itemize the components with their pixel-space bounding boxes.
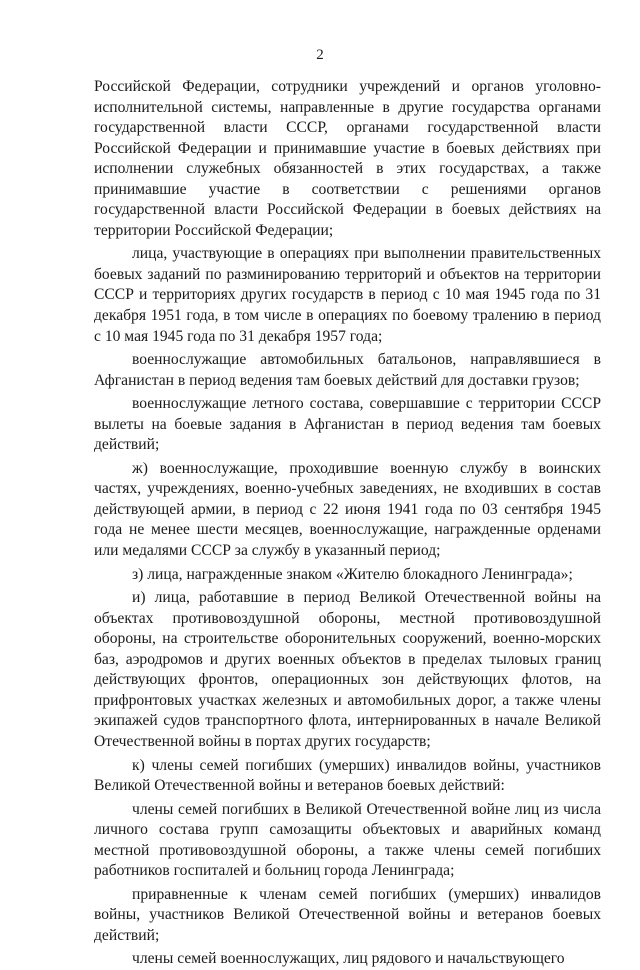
- paragraph-item-zh: ж) военнослужащие, проходившие военную службу в воинских частях, учреждениях, военно-учебных заведениях, не входивших в состав действующей армии, в период с 22 июня 1941 года по 03 сентября 1945 года не менее шести месяцев, военнослужащие, награжденные орденами или медалями СССР за службу в указанный период;: [94, 459, 601, 560]
- paragraph-flight-crew: военнослужащие летного состава, совершавшие с территории СССР вылеты на боевые задания в Афганистан в период ведения там боевых действий;: [94, 395, 601, 454]
- page-number: 2: [316, 47, 324, 63]
- paragraph-equated-families: приравненные к членам семей погибших (умерших) инвалидов войны, участников Великой Отечественной войны и ветеранов боевых действий;: [94, 885, 601, 944]
- paragraph-demining: лица, участвующие в операциях при выполнении правительственных боевых заданий по разминированию территорий и объектов на территории СССР и территориях других государств в период с 10 мая 1945 года по 31 декабря 1951 года, в том числе в операциях по боевому тралению в период с 10 мая 1945 года по 31 декабря 1957 года;: [94, 245, 601, 345]
- paragraph-auto-battalions: военнослужащие автомобильных батальонов, направлявшиеся в Афганистан в период ведения там боевых действий для доставки грузов;: [94, 351, 601, 389]
- paragraph-military-families: члены семей военнослужащих, лиц рядового и начальствующего: [132, 950, 565, 968]
- paragraph-item-k: к) члены семей погибших (умерших) инвалидов войны, участников Великой Отечественной войны и ветеранов боевых действий:: [94, 756, 601, 795]
- paragraph-continuation: Российской Федерации, сотрудники учреждений и органов уголовно-исполнительной системы, направленные в другие государства органами государственной власти СССР, органами государственной власти Российской Федерации и принимавшие участие в боевых действиях при исполнении служебных обязанностей в этих государствах, а также принимавшие участие в соответствии с решениями органов государственной власти Российской Федерации в боевых действиях на территории Российской Федерации;: [94, 78, 601, 239]
- paragraph-self-defense-families: члены семей погибших в Великой Отечественной войне лиц из числа личного состава групп самозащиты объектовых и аварийных команд местной противовоздушной обороны, а также члены семей погибших работников госпиталей и больниц города Ленинграда;: [94, 800, 601, 880]
- document-body: [94, 77, 601, 970]
- paragraph-item-z: з) лица, награжденные знаком «Жителю блокадного Ленинграда»;: [132, 565, 573, 583]
- paragraph-item-i: и) лица, работавшие в период Великой Отечественной войны на объектах противовоздушной обороны, местной противовоздушной обороны, на строительстве оборонительных сооружений, военно-морских баз, аэродромов и других военных объектов в пределах тыловых границ действующих фронтов, операционных зон действующих флотов, на прифронтовых участках железных и автомобильных дорог, а также члены экипажей судов транспортного флота, интернированных в начале Великой Отечественной войны в портах других государств;: [94, 589, 601, 750]
